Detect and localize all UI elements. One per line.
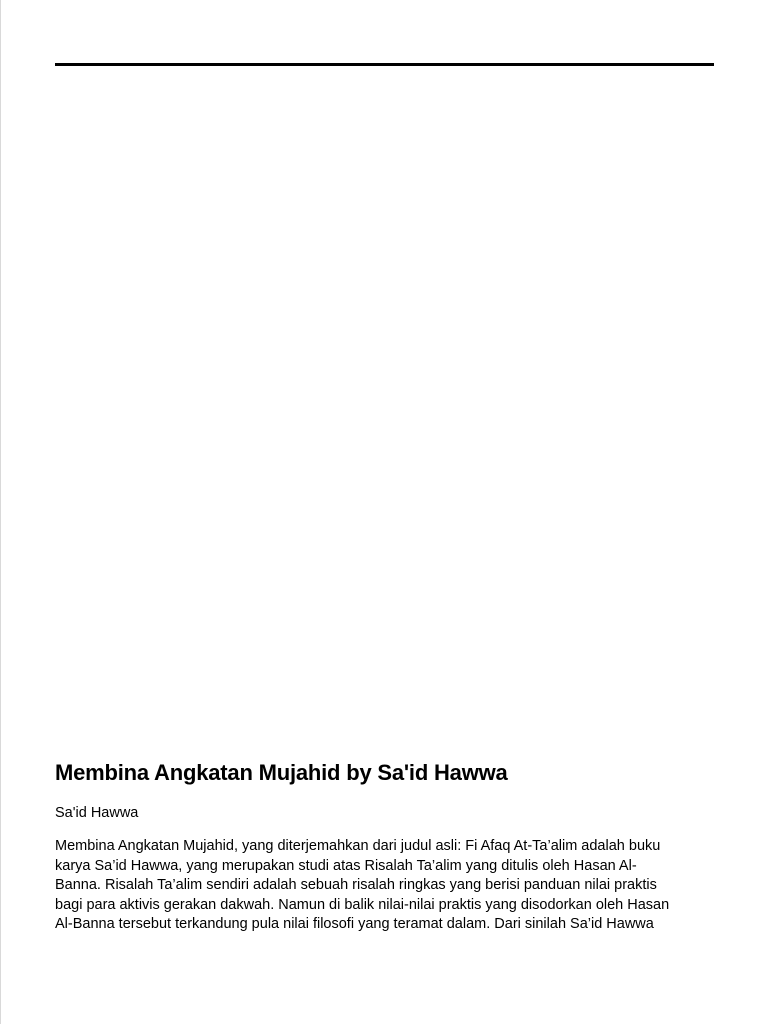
description-line: karya Sa’id Hawwa, yang merupakan studi atas Risalah Ta’alim yang ditulis oleh Hasan Al- bbox=[55, 857, 637, 874]
description-line: Banna. Risalah Ta’alim sendiri adalah sebuah risalah ringkas yang berisi panduan nilai praktis bbox=[55, 877, 657, 893]
page-edge bbox=[0, 0, 1, 1024]
top-divider bbox=[55, 63, 714, 66]
document-author: Sa'id Hawwa bbox=[55, 805, 139, 821]
description-line: Membina Angkatan Mujahid, yang diterjemahkan dari judul asli: Fi Afaq At-Ta’alim adalah buku bbox=[55, 838, 661, 854]
document-description bbox=[55, 837, 719, 935]
description-line: bagi para aktivis gerakan dakwah. Namun di balik nilai-nilai praktis yang disodorkan oleh Hasan bbox=[55, 896, 670, 913]
document-title: Membina Angkatan Mujahid by Sa'id Hawwa bbox=[55, 760, 508, 785]
description-line: Al-Banna tersebut terkandung pula nilai filosofi yang teramat dalam. Dari sinilah Sa’id Hawwa bbox=[55, 916, 654, 932]
